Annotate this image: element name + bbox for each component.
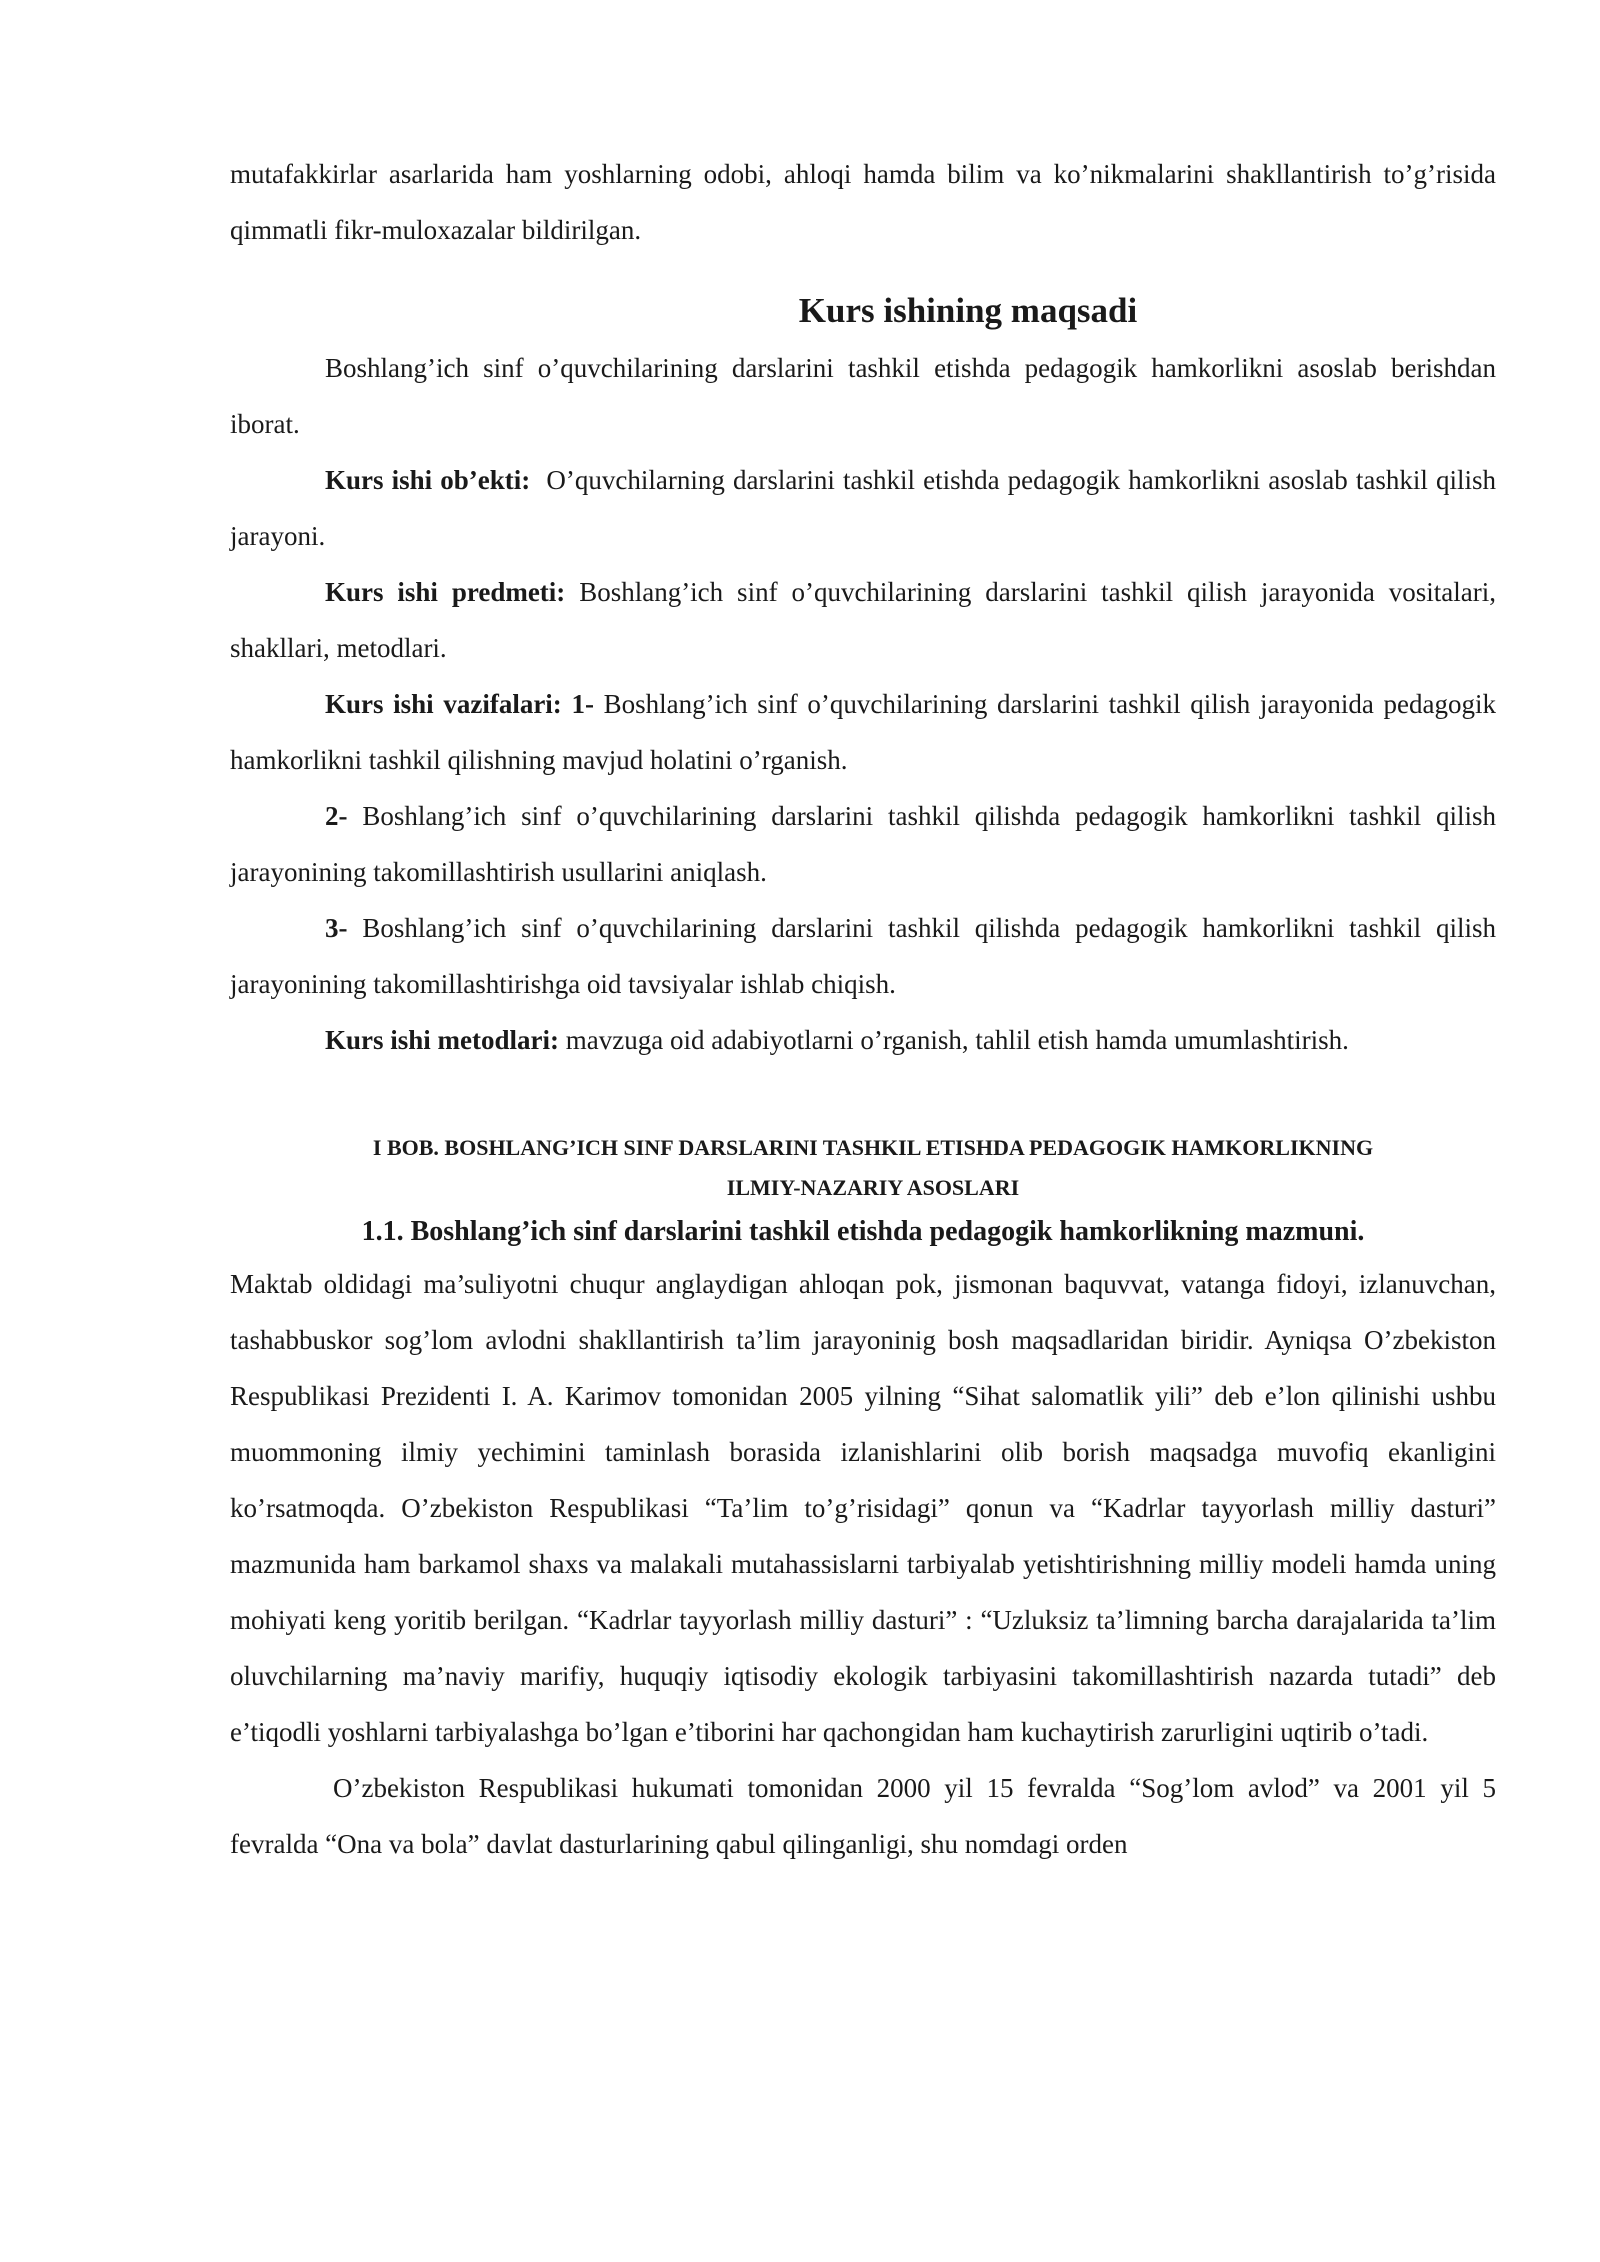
chapter-title-line-2: ILMIY-NAZARIY ASOSLARI bbox=[726, 1175, 1020, 1200]
subject-label: Kurs ishi predmeti: bbox=[325, 577, 566, 607]
task-text-2: Boshlang’ich sinf o’quvchilarining darslarini tashkil qilishda pedagogik hamkorlikni tashkil qilish jarayonining takomillashtirish usullarini aniqlash. bbox=[230, 801, 1496, 887]
subject-text: Boshlang’ich sinf o’quvchilarining darslarini tashkil qilish jarayonida vositalari, shakllari, metodlari. bbox=[230, 577, 1496, 663]
tasks-paragraph-1 bbox=[230, 676, 1496, 788]
goal-paragraph: Boshlang’ich sinf o’quvchilarining darslarini tashkil etishda pedagogik hamkorlikni asoslab berishdan iborat. bbox=[230, 353, 1496, 439]
methods-label: Kurs ishi metodlari: bbox=[325, 1025, 559, 1055]
body-paragraph-2: O’zbekiston Respublikasi hukumati tomonidan 2000 yil 15 fevralda “Sog’lom avlod” va 2001 yil 5 fevralda “Ona va bola” davlat dasturlarining qabul qilinganligi, shu nomdagi orden bbox=[230, 1773, 1496, 1859]
task-number-2: 2- bbox=[325, 801, 348, 831]
chapter-title bbox=[230, 1128, 1496, 1208]
task-text-3: Boshlang’ich sinf o’quvchilarining darslarini tashkil qilishda pedagogik hamkorlikni tashkil qilish jarayonining takomillashtirishga oid tavsiyalar ishlab chiqish. bbox=[230, 913, 1496, 999]
body-paragraph-1: Maktab oldidagi ma’suliyotni chuqur anglaydigan ahloqan pok, jismonan baquvvat, vatanga fidoyi, izlanuvchan, tashabbuskor sog’lom avlodni shakllantirish ta’lim jarayoninig bosh maqsadlaridan biridir. Ayniqsa O’zbekiston Respublikasi Prezidenti I. A. Karimov tomonidan 2005 yilning “Sihat salomatlik yili” deb e’lon qilinishi ushbu muommoning ilmiy yechimini taminlash borasida izlanishlarini olib borish maqsadga muvofiq ekanligini ko’rsatmoqda. O’zbekiston Respublikasi “Ta’lim to’g’risidagi” qonun va “Kadrlar tayyorlash milliy dasturi” mazmunida ham barkamol shaxs va malakali mutahassislarni tarbiyalab yetishtirishning milliy modeli hamda uning mohiyati keng yoritib berilgan. “Kadrlar tayyorlash milliy dasturi” : “Uzluksiz ta’limning barcha darajalarida ta’lim oluvchilarning ma’naviy marifiy, huquqiy iqtisodiy ekologik tarbiyasini takomillashtirish nazarda tutadi” deb e’tiqodli yoshlarni tarbiyalashga bo’lgan e’tiborini har qachongidan ham kuchaytirish zarurligini uqtirib o’tadi. bbox=[230, 1269, 1496, 1747]
subsection-title: 1.1. Boshlang’ich sinf darslarini tashkil etishda pedagogik hamkorlikning mazmuni. bbox=[361, 1216, 1365, 1247]
object-paragraph bbox=[230, 452, 1496, 564]
subject-paragraph bbox=[230, 564, 1496, 676]
tasks-paragraph-2 bbox=[230, 788, 1496, 900]
object-text: O’quvchilarning darslarini tashkil etishda pedagogik hamkorlikni asoslab tashkil qilish jarayoni. bbox=[230, 465, 1496, 551]
methods-paragraph bbox=[230, 1012, 1496, 1068]
intro-paragraph: mutafakkirlar asarlarida ham yoshlarning odobi, ahloqi hamda bilim va ko’nikmalarini shakllantirish to’g’risida qimmatli fikr-muloxazalar bildirilgan. bbox=[230, 159, 1496, 245]
task-number-1: 1- bbox=[571, 689, 594, 719]
tasks-label: Kurs ishi vazifalari: bbox=[325, 689, 562, 719]
section-title: Kurs ishining maqsadi bbox=[798, 291, 1138, 330]
task-text-1: Boshlang’ich sinf o’quvchilarining darslarini tashkil qilish jarayonida pedagogik hamkorlikni tashkil qilishning mavjud holatini o’rganish. bbox=[230, 689, 1496, 775]
tasks-paragraph-3 bbox=[230, 900, 1496, 1012]
task-number-3: 3- bbox=[325, 913, 348, 943]
object-label: Kurs ishi ob’ekti: bbox=[325, 465, 531, 495]
methods-text: mavzuga oid adabiyotlarni o’rganish, tahlil etish hamda umumlashtirish. bbox=[565, 1025, 1349, 1055]
chapter-title-line-1: I BOB. BOSHLANG’ICH SINF DARSLARINI TASHKIL ETISHDA PEDAGOGIK HAMKORLIKNING bbox=[372, 1135, 1374, 1160]
